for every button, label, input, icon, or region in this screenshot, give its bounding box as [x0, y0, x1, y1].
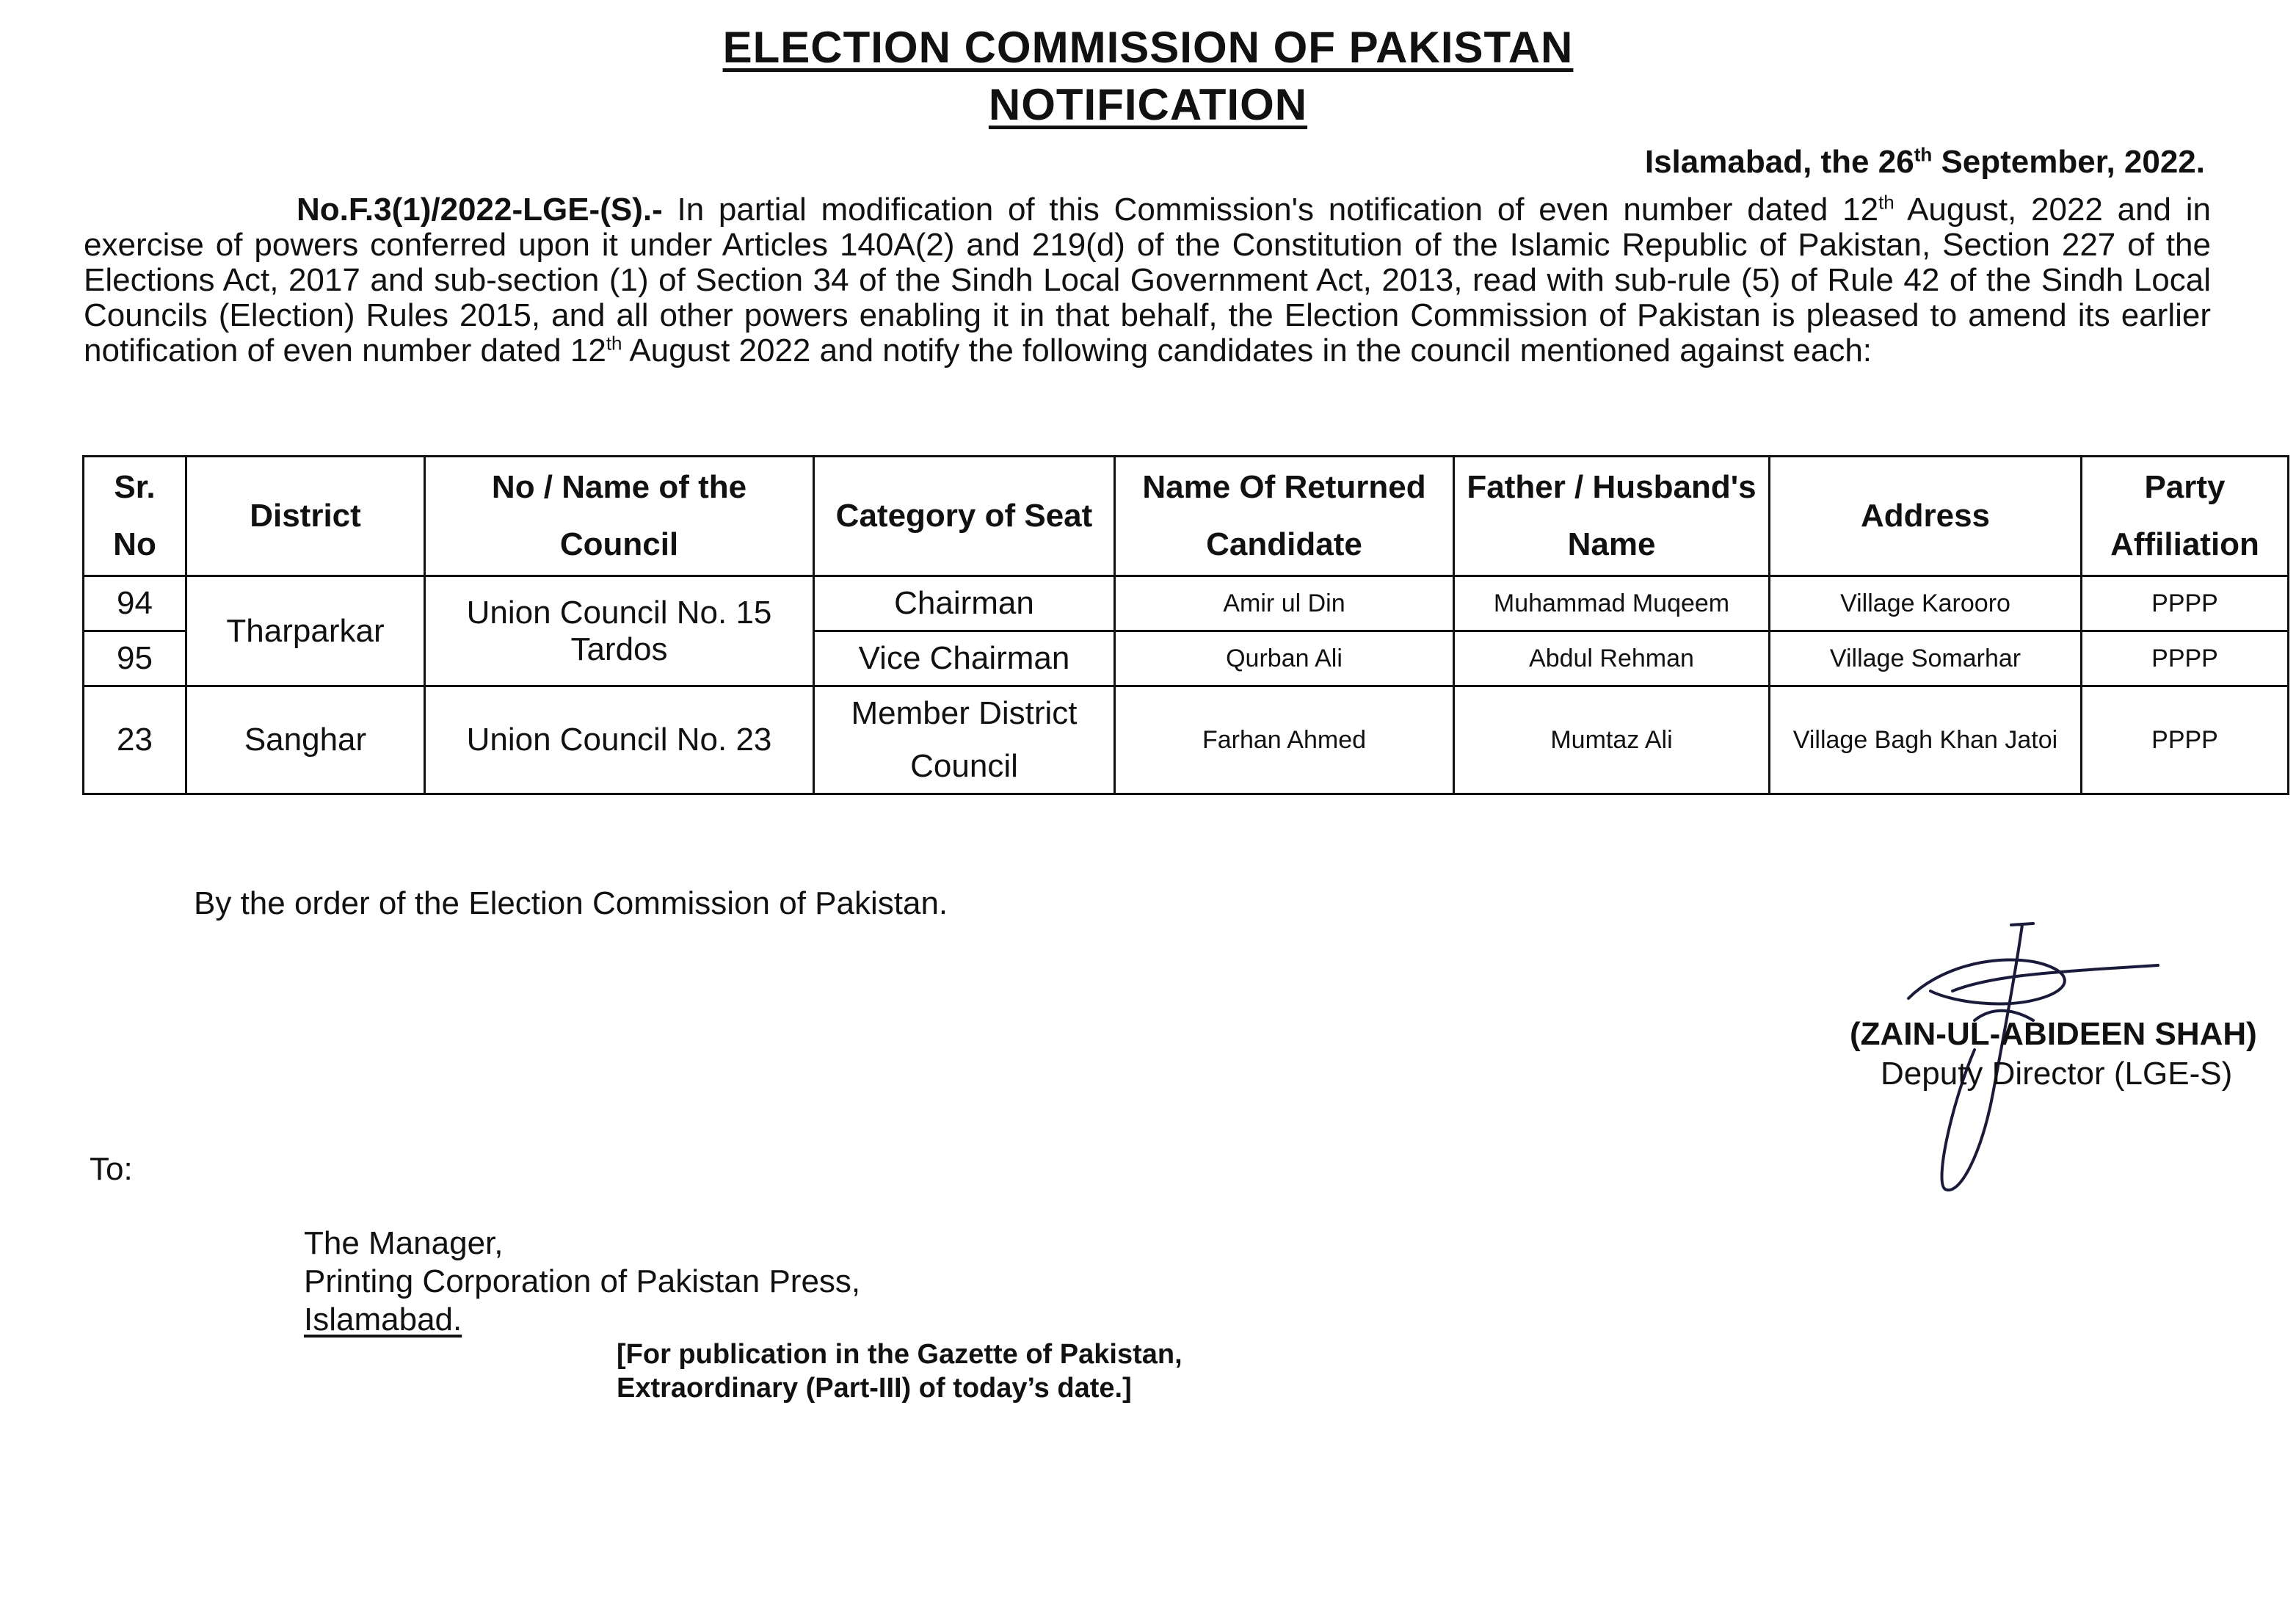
cell-father: Muhammad Muqeem — [1454, 576, 1770, 631]
cell-address: Village Somarhar — [1770, 631, 2082, 686]
publication-note — [617, 1338, 1182, 1405]
cell-father: Mumtaz Ali — [1454, 686, 1770, 794]
reference-number: No.F.3(1)/2022-LGE-(S).- — [297, 192, 663, 228]
place-date-prefix: Islamabad, the 26 — [1644, 144, 1914, 180]
header-father-husband: Father / Husband's Name — [1454, 457, 1770, 576]
document-title — [0, 22, 2296, 73]
header-council: No / Name of the Council — [425, 457, 814, 576]
place-date-sup: th — [1914, 143, 1933, 166]
addressee-line: Printing Corporation of Pakistan Press, — [304, 1263, 861, 1299]
header-candidate: Name Of Returned Candidate — [1115, 457, 1454, 576]
cell-district: Tharparkar — [186, 576, 425, 686]
addressee-city: Islamabad. — [304, 1302, 462, 1338]
cell-address: Village Karooro — [1770, 576, 2082, 631]
header-sr-no: Sr. No — [84, 457, 186, 576]
body-text-1: In partial modification of this Commission's notification of even number dated 12 — [662, 192, 1879, 228]
cell-category: Chairman — [814, 576, 1115, 631]
cell-category: Vice Chairman — [814, 631, 1115, 686]
document-subtitle-text: NOTIFICATION — [988, 80, 1308, 129]
cell-sr: 94 — [84, 576, 186, 631]
notification-body — [84, 192, 2211, 369]
header-district: District — [186, 457, 425, 576]
cell-address: Village Bagh Khan Jatoi — [1770, 686, 2082, 794]
header-party: Party Affiliation — [2082, 457, 2289, 576]
cell-council: Union Council No. 15 Tardos — [425, 576, 814, 686]
cell-party: PPPP — [2082, 631, 2289, 686]
body-sup-1: th — [1878, 191, 1894, 214]
cell-council: Union Council No. 23 — [425, 686, 814, 794]
body-sup-2: th — [606, 332, 622, 355]
cell-sr: 95 — [84, 631, 186, 686]
document-subtitle — [0, 79, 2296, 130]
table-row — [84, 686, 2289, 794]
header-address: Address — [1770, 457, 2082, 576]
signatory-name: (ZAIN-UL-ABIDEEN SHAH) — [1850, 1016, 2257, 1052]
table-header-row — [84, 457, 2289, 576]
table-row — [84, 576, 2289, 631]
cell-party: PPPP — [2082, 576, 2289, 631]
cell-category: Member District Council — [814, 686, 1115, 794]
cell-district: Sanghar — [186, 686, 425, 794]
order-line: By the order of the Election Commission of Pakistan. — [194, 885, 948, 921]
cell-sr: 23 — [84, 686, 186, 794]
document-title-text: ELECTION COMMISSION OF PAKISTAN — [722, 23, 1574, 72]
candidates-table — [82, 455, 2289, 795]
addressee-line: The Manager, — [304, 1225, 504, 1261]
header-category: Category of Seat — [814, 457, 1115, 576]
to-label: To: — [90, 1151, 133, 1187]
body-text-2: August, 2022 and in exercise of powers conferred upon it under Articles 140A(2) and 219(d) of the Constitution of the Islamic Republic of Pakistan, Section 227 of the Elections Act, 2017 and sub-section (1) of Section 34 of the Sindh Local Government Act, 2013, read with sub-rule (5) of Rule 42 of the Sindh Local Councils (Election) Rules 2015, and all other powers enabling it in that behalf, the Election Commission of Pakistan is pleased to amend its earlier notification of even number dated 12 — [84, 192, 2211, 369]
signatory-designation: Deputy Director (LGE-S) — [1881, 1056, 2233, 1092]
cell-party: PPPP — [2082, 686, 2289, 794]
cell-candidate: Farhan Ahmed — [1115, 686, 1454, 794]
cell-father: Abdul Rehman — [1454, 631, 1770, 686]
publication-note-line: Extraordinary (Part-III) of today’s date.] — [617, 1373, 1132, 1404]
body-text-3: August 2022 and notify the following candidates in the council mentioned against each: — [622, 333, 1872, 369]
publication-note-line: [For publication in the Gazette of Pakistan, — [617, 1339, 1182, 1370]
place-date-suffix: September, 2022. — [1932, 144, 2205, 180]
addressee-block — [304, 1224, 860, 1339]
cell-candidate: Qurban Ali — [1115, 631, 1454, 686]
place-date — [1645, 144, 2205, 181]
cell-candidate: Amir ul Din — [1115, 576, 1454, 631]
